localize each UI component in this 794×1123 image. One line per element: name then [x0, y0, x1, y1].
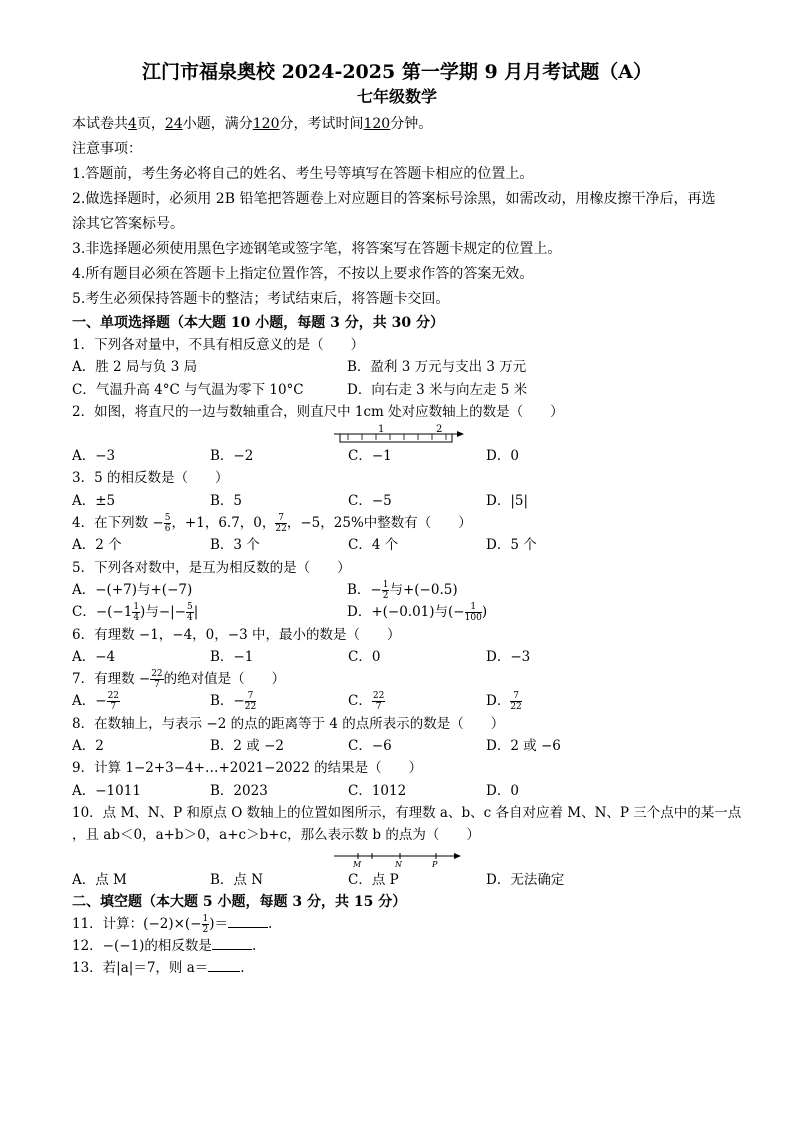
option-text: C．−(−1: [72, 604, 133, 621]
note-item: 4.所有题目必须在答题卡上指定位置作答，不按以上要求作答的答案无效。: [72, 266, 534, 282]
option-d[interactable]: D．−3: [486, 648, 531, 665]
option-c[interactable]: C．−1: [348, 448, 392, 465]
denominator: 4: [133, 613, 140, 624]
intro-text: 分，考试时间: [279, 116, 364, 132]
exam-subtitle: 七年级数学: [356, 87, 437, 106]
option-text: ): [481, 604, 488, 621]
question-10-options: [72, 869, 722, 891]
denominator: 22: [244, 702, 257, 713]
mnp-figure: [72, 847, 722, 869]
note-item: 5.考生必须保持答题卡的整洁；考试结束后，将答题卡交回。: [72, 291, 450, 307]
ruler-body: [340, 434, 452, 442]
fraction: [245, 691, 256, 712]
exam-title: 江门市福泉奥校 2024-2025 第一学期 9 月月考试题（A）: [141, 61, 653, 83]
question-2-options: [72, 445, 722, 467]
question-4-stem: [72, 512, 722, 534]
option-c[interactable]: C．4 个: [348, 537, 399, 554]
answer-blank[interactable]: [228, 915, 268, 928]
note-item: 3.非选择题必须使用黑色字迹钢笔或签字笔，将答案写在答题卡规定的位置上。: [72, 241, 562, 257]
option-text: C．: [348, 693, 372, 710]
ruler-figure: [72, 423, 722, 445]
question-6-options: [72, 646, 722, 668]
stem-text: 4．在下列数 −: [72, 515, 164, 532]
option-d[interactable]: D．向右走 3 米与向左走 5 米: [347, 381, 528, 398]
question-3-options: [72, 490, 722, 512]
stem-text: .: [240, 960, 245, 977]
fraction: [465, 602, 482, 623]
note-item: 2.做选择题时，必须用 2B 铅笔把答题卷上对应题目的答案标号涂黑，如需改动，用橡皮擦干净后，再选涂其它答案标号。: [72, 191, 716, 232]
fraction: [186, 602, 194, 623]
numerator: 22: [107, 691, 120, 702]
option-text: B．−: [347, 581, 382, 598]
question-11: 11．计算：(−2)×(− $\frac{1}{2}$ )＝ .: [72, 913, 273, 935]
option-b[interactable]: B．2 或 −2: [210, 738, 284, 755]
numerator: 7: [245, 691, 256, 702]
numerator: 1: [465, 602, 482, 613]
option-text: A．−: [72, 693, 107, 710]
question-1-options: [72, 356, 722, 401]
option-b[interactable]: B．点 N: [210, 871, 264, 888]
question-2-stem: 2．如图，将直尺的一边与数轴重合，则直尺中 1cm 处对应数轴上的数是（ ）: [72, 403, 564, 420]
option-b[interactable]: B．盈利 3 万元与支出 3 万元: [347, 359, 527, 376]
intro-text: 小题，满分: [182, 116, 253, 132]
stem-text: 12．−(−1)的相反数是: [72, 938, 212, 955]
denominator: 22: [275, 524, 287, 535]
option-c[interactable]: [348, 690, 486, 712]
question-7-stem: [72, 668, 722, 690]
option-d[interactable]: D．2 或 −6: [486, 738, 561, 755]
question-9-options: [72, 780, 722, 802]
answer-blank[interactable]: [208, 959, 240, 972]
stem-text: ，+1，6.7，0，: [171, 515, 276, 532]
numerator: 22: [151, 669, 163, 680]
option-c[interactable]: C．0: [348, 648, 381, 665]
ruler-ticks: [348, 434, 446, 440]
stem-text: 13．若|a|＝7，则 a＝: [72, 960, 209, 977]
option-c[interactable]: C．气温升高 4°C 与气温为零下 10°C: [72, 381, 304, 398]
fraction: [372, 691, 385, 712]
intro-text: 本试卷共: [72, 116, 128, 132]
intro-text: 页，: [136, 116, 165, 132]
point-label-n: N: [395, 859, 402, 869]
numerator: 7: [510, 691, 521, 702]
fraction: [510, 691, 521, 712]
question-12: [72, 935, 722, 957]
stem-text: 11．计算：(−2)×(−: [72, 915, 202, 932]
fraction: [150, 669, 163, 690]
option-a[interactable]: A．点 M: [72, 871, 127, 888]
question-8-stem: 8．在数轴上，与表示 −2 的点的距离等于 4 的点所表示的数是（ ）: [72, 715, 505, 732]
stem-text: )＝: [209, 915, 229, 932]
question-4-options: [72, 534, 722, 556]
option-text: D．: [486, 693, 511, 710]
intro-score: 120: [252, 116, 280, 132]
section-1-title: 一、单项选择题（本大题 10 小题，每题 3 分，共 30 分）: [72, 315, 444, 331]
mnp-numberline-diagram: [72, 847, 722, 869]
fraction: [132, 602, 140, 623]
denominator: 7: [154, 680, 160, 691]
exam-page: [72, 58, 742, 980]
stem-text: .: [251, 938, 257, 955]
axis-label-1: 1: [378, 424, 385, 436]
option-text: D．+(−0.01)与(−: [347, 604, 465, 621]
option-text: 与+(−0.5): [389, 581, 458, 598]
question-6-stem: 6．有理数 −1，−4，0，−3 中，最小的数是（ ）: [72, 626, 401, 643]
option-a[interactable]: A．胜 2 局与负 3 局: [72, 359, 198, 376]
option-a[interactable]: A．±5: [72, 492, 116, 509]
question-10-stem: 10．点 M、N、P 和原点 O 数轴上的位置如图所示，有理数 a、b、c 各自对应着 M、N、P 三个点中的某一点: [72, 804, 742, 821]
option-a[interactable]: A．2 个: [72, 537, 122, 554]
axis-arrow: [457, 431, 464, 437]
option-text: |: [193, 604, 199, 621]
denominator: 100: [464, 613, 482, 624]
option-text: B．−: [210, 693, 245, 710]
option-a[interactable]: A．−3: [72, 448, 116, 465]
option-a[interactable]: A．−1011: [72, 782, 141, 799]
option-a[interactable]: [72, 690, 210, 712]
numerator: 5: [187, 602, 193, 613]
option-a[interactable]: A．−4: [72, 648, 116, 665]
question-13: [72, 957, 722, 979]
section-2-title: 二、填空题（本大题 5 小题，每题 3 分，共 15 分）: [72, 893, 407, 910]
intro-line: [72, 112, 722, 137]
intro-time: 120: [363, 116, 391, 132]
option-d[interactable]: D．0: [486, 448, 519, 465]
denominator: 2: [382, 590, 389, 601]
intro-count: 24: [164, 116, 183, 132]
option-d[interactable]: D．无法确定: [486, 871, 565, 888]
numerator: 1: [133, 602, 140, 613]
denominator: 4: [187, 613, 193, 624]
option-c[interactable]: [72, 601, 347, 623]
option-b[interactable]: B．3 个: [210, 537, 260, 554]
question-10-stem-cont: ，且 ab＜0，a+b＞0，a+c＞b+c，那么表示数 b 的点为（ ）: [72, 827, 480, 844]
intro-text: 分钟。: [390, 116, 433, 132]
numerator: 5: [164, 513, 171, 524]
option-c[interactable]: C．点 P: [348, 871, 399, 888]
numerator: 7: [275, 513, 286, 524]
fraction: [275, 513, 286, 534]
ruler-numberline-diagram: [72, 423, 722, 445]
question-5-options: [72, 579, 722, 624]
denominator: 6: [164, 524, 171, 535]
axis-arrow: [454, 853, 461, 859]
note-item: 1.答题前，考生务必将自己的姓名、考生号等填写在答题卡相应的位置上。: [72, 166, 534, 182]
numerator: 1: [382, 579, 389, 590]
numerator: 1: [202, 913, 209, 924]
answer-blank[interactable]: [212, 937, 252, 950]
stem-text: 7．有理数 −: [72, 671, 151, 688]
option-d[interactable]: D．0: [486, 782, 519, 799]
denominator: 7: [110, 702, 117, 713]
option-d[interactable]: D．5 个: [486, 537, 537, 554]
option-c[interactable]: C．−6: [348, 738, 392, 755]
option-a[interactable]: A．2: [72, 738, 104, 755]
fraction: [107, 691, 120, 712]
point-label-p: P: [432, 859, 438, 869]
denominator: 7: [375, 702, 382, 713]
option-c[interactable]: C．1012: [348, 782, 407, 799]
intro-pages: 4: [128, 116, 137, 132]
stem-text: 的绝对值是（ ）: [163, 671, 286, 688]
option-d[interactable]: D．|5|: [486, 492, 529, 509]
option-b[interactable]: B．2023: [210, 782, 268, 799]
question-1-stem: 1．下列各对量中，不具有相反意义的是（ ）: [72, 337, 365, 353]
option-c[interactable]: C．−5: [348, 492, 392, 509]
axis-label-2: 2: [436, 424, 443, 436]
option-b[interactable]: B．−1: [210, 648, 254, 665]
question-8-options: [72, 735, 722, 757]
notes-title: 注意事项：: [72, 141, 142, 157]
option-a[interactable]: A．−(+7)与+(−7): [72, 581, 193, 598]
option-b[interactable]: B．5: [210, 492, 243, 509]
option-b[interactable]: [210, 690, 348, 712]
denominator: 22: [510, 702, 522, 713]
question-7-options: [72, 690, 722, 712]
question-5-stem: 5．下列各对数中，是互为相反数的是（ ）: [72, 559, 351, 576]
point-label-m: M: [353, 859, 362, 869]
numerator: 22: [372, 691, 385, 702]
option-d[interactable]: [347, 601, 622, 623]
option-b[interactable]: B．−2: [210, 448, 254, 465]
option-b[interactable]: [347, 579, 622, 601]
question-9-stem: 9．计算 1−2+3−4+…+2021−2022 的结果是（ ）: [72, 760, 423, 777]
question-3-stem: 3．5 的相反数是（ ）: [72, 470, 229, 487]
option-text: )与−|−: [140, 604, 186, 621]
denominator: 2: [202, 924, 209, 935]
option-d[interactable]: [486, 690, 624, 712]
stem-text: ，−5，25%中整数有（ ）: [286, 515, 472, 532]
